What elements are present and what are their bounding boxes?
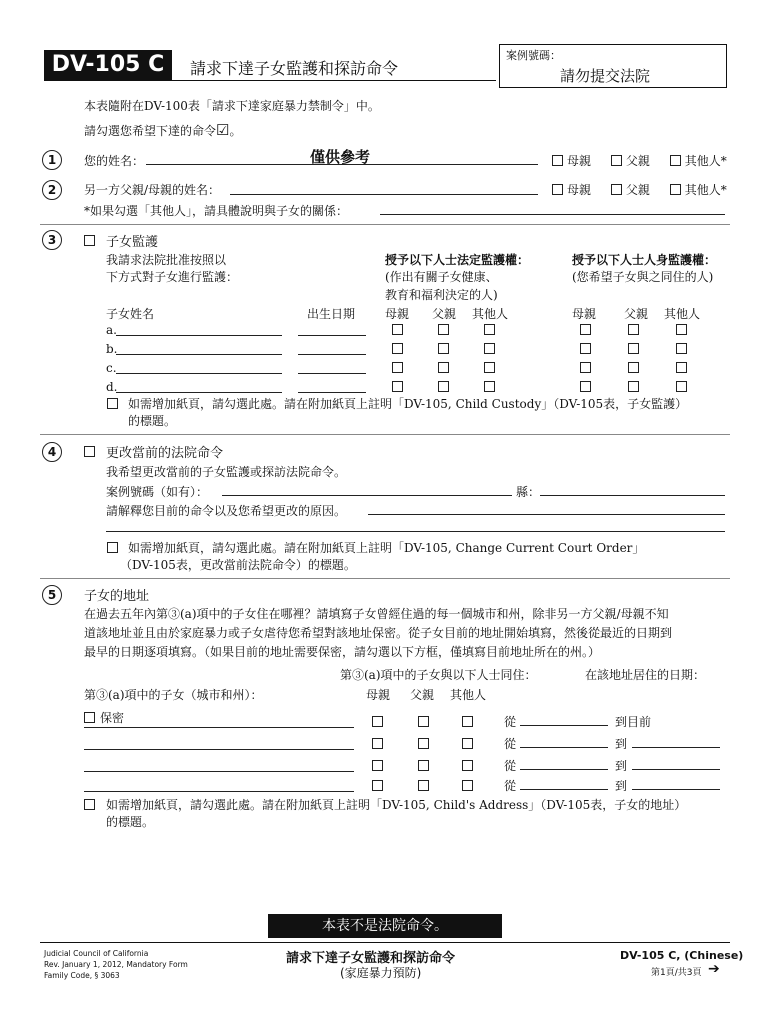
- from-label: 從: [504, 759, 517, 773]
- reason-field-2[interactable]: [106, 531, 725, 532]
- county-field[interactable]: [540, 495, 725, 496]
- do-not-file-text: 請勿提交法院: [560, 67, 651, 85]
- physical-father-checkbox[interactable]: [628, 362, 639, 373]
- from-label: 從: [504, 779, 517, 793]
- item-2-other-label: 其他人*: [684, 183, 727, 197]
- to-date-field[interactable]: [632, 789, 720, 790]
- reason-field-1[interactable]: [368, 514, 725, 515]
- birth-date-field[interactable]: [298, 392, 366, 393]
- physical-mother-checkbox[interactable]: [580, 343, 591, 354]
- addr-father-checkbox[interactable]: [418, 780, 429, 791]
- intro-line-2: [84, 121, 241, 139]
- confidential-checkbox[interactable]: [84, 712, 95, 723]
- change-order-line-1: 我希望更改當前的子女監護或探訪法院命令。: [106, 465, 347, 479]
- item-1-other-label: 其他人*: [684, 154, 727, 168]
- intro-line-2-text: 請勾選您希望下達的命令: [84, 124, 217, 138]
- item-2-number: 2: [42, 180, 62, 200]
- check-mark-icon: ☑: [216, 121, 230, 139]
- case-number-field[interactable]: [222, 495, 512, 496]
- physical-mother-checkbox[interactable]: [580, 381, 591, 392]
- col-addr-father: 父親: [410, 688, 435, 702]
- item-1-mother-checkbox[interactable]: [552, 155, 563, 166]
- item-4-number: 4: [42, 442, 62, 462]
- reason-label: 請解釋您目前的命令以及您希望更改的原因。: [106, 504, 347, 518]
- other-parent-name-field[interactable]: [230, 194, 538, 195]
- legal-mother-checkbox[interactable]: [392, 324, 403, 335]
- footer-page-number: 第1頁/共3頁: [651, 968, 702, 978]
- legal-custody-sub-1: (作出有關子女健康、: [385, 270, 498, 284]
- physical-other-checkbox[interactable]: [676, 381, 687, 392]
- physical-custody-heading: 授予以下人士人身監護權：: [572, 253, 717, 267]
- legal-custody-sub-2: 教育和福利決定的人): [385, 288, 498, 302]
- change-order-checkbox[interactable]: [84, 446, 95, 457]
- legal-custody-heading: 授予以下人士法定監護權：: [385, 253, 530, 267]
- physical-father-checkbox[interactable]: [628, 343, 639, 354]
- to-present-label: 到目前: [615, 715, 652, 729]
- col-birth-date: 出生日期: [307, 307, 356, 321]
- legal-other-checkbox[interactable]: [484, 362, 495, 373]
- address-extra-pages-text-1: 如需增加紙頁，請勾選此處。請在附加紙頁上註明「DV-105, Child's Address」（DV-105表，子女的地址）: [106, 798, 687, 812]
- intro-line-2-end: 。: [229, 124, 242, 138]
- item-1-father-checkbox[interactable]: [611, 155, 622, 166]
- address-extra-pages-checkbox[interactable]: [84, 799, 95, 810]
- col-legal-other: 其他人: [472, 307, 509, 321]
- col-legal-father: 父親: [432, 307, 457, 321]
- footer-revision: Rev. January 1, 2012, Mandatory Form: [44, 960, 188, 969]
- footer-form-id: DV-105 C, (Chinese): [620, 949, 744, 962]
- change-extra-pages-text-2: （DV-105表，更改當前法院命令）的標題。: [120, 558, 356, 572]
- addr-father-checkbox[interactable]: [418, 716, 429, 727]
- to-label: 到: [615, 779, 628, 793]
- child-name-field[interactable]: [116, 392, 282, 393]
- legal-father-checkbox[interactable]: [438, 324, 449, 335]
- item-1-options: [552, 152, 727, 169]
- change-order-heading: 更改當前的法院命令: [106, 446, 224, 461]
- item-5-number: 5: [42, 585, 62, 605]
- legal-other-checkbox[interactable]: [484, 381, 495, 392]
- other-parent-name-label: 另一方父親/母親的姓名：: [84, 183, 221, 197]
- item-1-father-label: 父親: [625, 154, 650, 168]
- physical-other-checkbox[interactable]: [676, 324, 687, 335]
- other-relationship-field[interactable]: [380, 214, 725, 215]
- addr-other-checkbox[interactable]: [462, 760, 473, 771]
- child-name-field[interactable]: [116, 354, 282, 355]
- footer-rule: [40, 942, 730, 943]
- row-letter: c.: [106, 361, 117, 375]
- addr-father-checkbox[interactable]: [418, 738, 429, 749]
- from-date-field[interactable]: [520, 747, 608, 748]
- custody-request-line-2: 下方式對子女進行監護：: [106, 270, 239, 284]
- county-label: 縣：: [516, 485, 541, 499]
- addr-other-checkbox[interactable]: [462, 780, 473, 791]
- custody-heading: 子女監護: [106, 235, 159, 250]
- from-date-field[interactable]: [520, 769, 608, 770]
- col-addr-mother: 母親: [366, 688, 391, 702]
- from-date-field[interactable]: [520, 725, 608, 726]
- item-2-father-label: 父親: [625, 183, 650, 197]
- item-1-number: 1: [42, 150, 62, 170]
- legal-mother-checkbox[interactable]: [392, 362, 403, 373]
- case-number-box[interactable]: [499, 44, 727, 88]
- item-3-number: 3: [42, 230, 62, 250]
- child-name-field[interactable]: [116, 335, 282, 336]
- address-paragraph-3: 最早的日期逐項填寫。（如果目前的地址需要保密，請勾選以下方框，僅填寫目前地址所在的州。）: [84, 645, 601, 659]
- item-2-mother-label: 母親: [567, 183, 592, 197]
- from-label: 從: [504, 715, 517, 729]
- address-paragraph-1: 在過去五年內第③(a)項中的子女住在哪裡？請填寫子女曾經住過的每一個城市和州，除非另一方父親/母親不知: [84, 607, 669, 621]
- row-letter: d.: [106, 380, 118, 394]
- watermark-for-reference: 僅供參考: [310, 148, 371, 166]
- custody-extra-pages-text-2: 的標題。: [128, 414, 177, 428]
- from-label: 從: [504, 737, 517, 751]
- custody-extra-pages-checkbox[interactable]: [107, 398, 118, 409]
- addr-mother-checkbox[interactable]: [372, 738, 383, 749]
- change-extra-pages-text-1: 如需增加紙頁，請勾選此處。請在附加紙頁上註明「DV-105, Change Current Court Order」: [128, 541, 645, 555]
- physical-mother-checkbox[interactable]: [580, 324, 591, 335]
- legal-father-checkbox[interactable]: [438, 362, 449, 373]
- divider: [40, 434, 730, 435]
- col-physical-mother: 母親: [572, 307, 597, 321]
- addr-mother-checkbox[interactable]: [372, 780, 383, 791]
- form-id-badge: DV-105 C: [44, 50, 172, 80]
- custody-extra-pages-text-1: 如需增加紙頁，請勾選此處。請在附加紙頁上註明「DV-105, Child Custody」（DV-105表，子女監護）: [128, 397, 688, 411]
- item-2-mother-checkbox[interactable]: [552, 184, 563, 195]
- not-court-order-banner: 本表不是法院命令。: [268, 914, 502, 938]
- other-relationship-label: *如果勾選「其他人」，請具體說明與子女的關係：: [84, 204, 349, 218]
- footer-council: Judicial Council of California: [44, 949, 149, 958]
- addr-other-checkbox[interactable]: [462, 738, 473, 749]
- child-name-field[interactable]: [116, 373, 282, 374]
- physical-other-checkbox[interactable]: [676, 343, 687, 354]
- addr-mother-checkbox[interactable]: [372, 716, 383, 727]
- confidential-label: 保密: [100, 711, 125, 725]
- col-child-name: 子女姓名: [106, 307, 155, 321]
- footer-title: 請求下達子女監護和探訪命令: [286, 951, 456, 966]
- child-address-heading: 子女的地址: [84, 589, 150, 604]
- addr-other-checkbox[interactable]: [462, 716, 473, 727]
- divider: [40, 224, 730, 225]
- address-field[interactable]: [84, 727, 354, 728]
- item-2-other-checkbox[interactable]: [670, 184, 681, 195]
- physical-father-checkbox[interactable]: [628, 324, 639, 335]
- col-addr-other: 其他人: [450, 688, 487, 702]
- birth-date-field[interactable]: [298, 354, 366, 355]
- to-date-field[interactable]: [632, 769, 720, 770]
- page-title: 請求下達子女監護和探訪命令: [190, 59, 399, 78]
- next-page-arrow-icon[interactable]: ➔: [708, 961, 720, 977]
- legal-father-checkbox[interactable]: [438, 343, 449, 354]
- birth-date-field[interactable]: [298, 373, 366, 374]
- custody-checkbox[interactable]: [84, 235, 95, 246]
- to-label: 到: [615, 737, 628, 751]
- dates-heading: 在該地址居住的日期：: [585, 668, 706, 682]
- footer-subtitle: (家庭暴力預防): [340, 966, 422, 980]
- from-date-field[interactable]: [520, 789, 608, 790]
- physical-father-checkbox[interactable]: [628, 381, 639, 392]
- case-number-optional-label: 案例號碼（如有）：: [106, 485, 209, 499]
- physical-other-checkbox[interactable]: [676, 362, 687, 373]
- item-2-father-checkbox[interactable]: [611, 184, 622, 195]
- address-field[interactable]: [84, 791, 354, 792]
- item-1-mother-label: 母親: [567, 154, 592, 168]
- to-label: 到: [615, 759, 628, 773]
- footer-code: Family Code, § 3063: [44, 971, 120, 980]
- address-field[interactable]: [84, 771, 354, 772]
- legal-father-checkbox[interactable]: [438, 381, 449, 392]
- physical-custody-sub: (您希望子女與之同住的人): [572, 270, 714, 284]
- lived-with-heading: 第③(a)項中的子女與以下人士同住：: [340, 668, 537, 682]
- addr-father-checkbox[interactable]: [418, 760, 429, 771]
- case-number-label: 案例號碼：: [506, 49, 561, 62]
- birth-date-field[interactable]: [298, 335, 366, 336]
- change-extra-pages-checkbox[interactable]: [107, 542, 118, 553]
- your-name-label: 您的姓名：: [84, 154, 145, 168]
- legal-other-checkbox[interactable]: [484, 324, 495, 335]
- address-paragraph-2: 道該地址並且由於家庭暴力或子女虐待您希望對該地址保密。從子女目前的地址開始填寫，然後從最近的日期到: [84, 626, 673, 640]
- col-physical-other: 其他人: [664, 307, 701, 321]
- addr-mother-checkbox[interactable]: [372, 760, 383, 771]
- child-city-state-label: 第③(a)項中的子女（城市和州）：: [84, 688, 263, 702]
- legal-mother-checkbox[interactable]: [392, 343, 403, 354]
- item-1-other-checkbox[interactable]: [670, 155, 681, 166]
- custody-request-line-1: 我請求法院批准按照以: [106, 253, 227, 267]
- legal-other-checkbox[interactable]: [484, 343, 495, 354]
- address-extra-pages-text-2: 的標題。: [106, 815, 155, 829]
- row-letter: b.: [106, 342, 118, 356]
- physical-mother-checkbox[interactable]: [580, 362, 591, 373]
- item-2-options: [552, 181, 727, 198]
- to-date-field[interactable]: [632, 747, 720, 748]
- col-physical-father: 父親: [624, 307, 649, 321]
- address-field[interactable]: [84, 749, 354, 750]
- col-legal-mother: 母親: [385, 307, 410, 321]
- intro-line-1: 本表隨附在DV-100表「請求下達家庭暴力禁制令」中。: [84, 99, 380, 113]
- row-letter: a.: [106, 323, 117, 337]
- header-rule: [44, 80, 496, 81]
- legal-mother-checkbox[interactable]: [392, 381, 403, 392]
- divider: [40, 578, 730, 579]
